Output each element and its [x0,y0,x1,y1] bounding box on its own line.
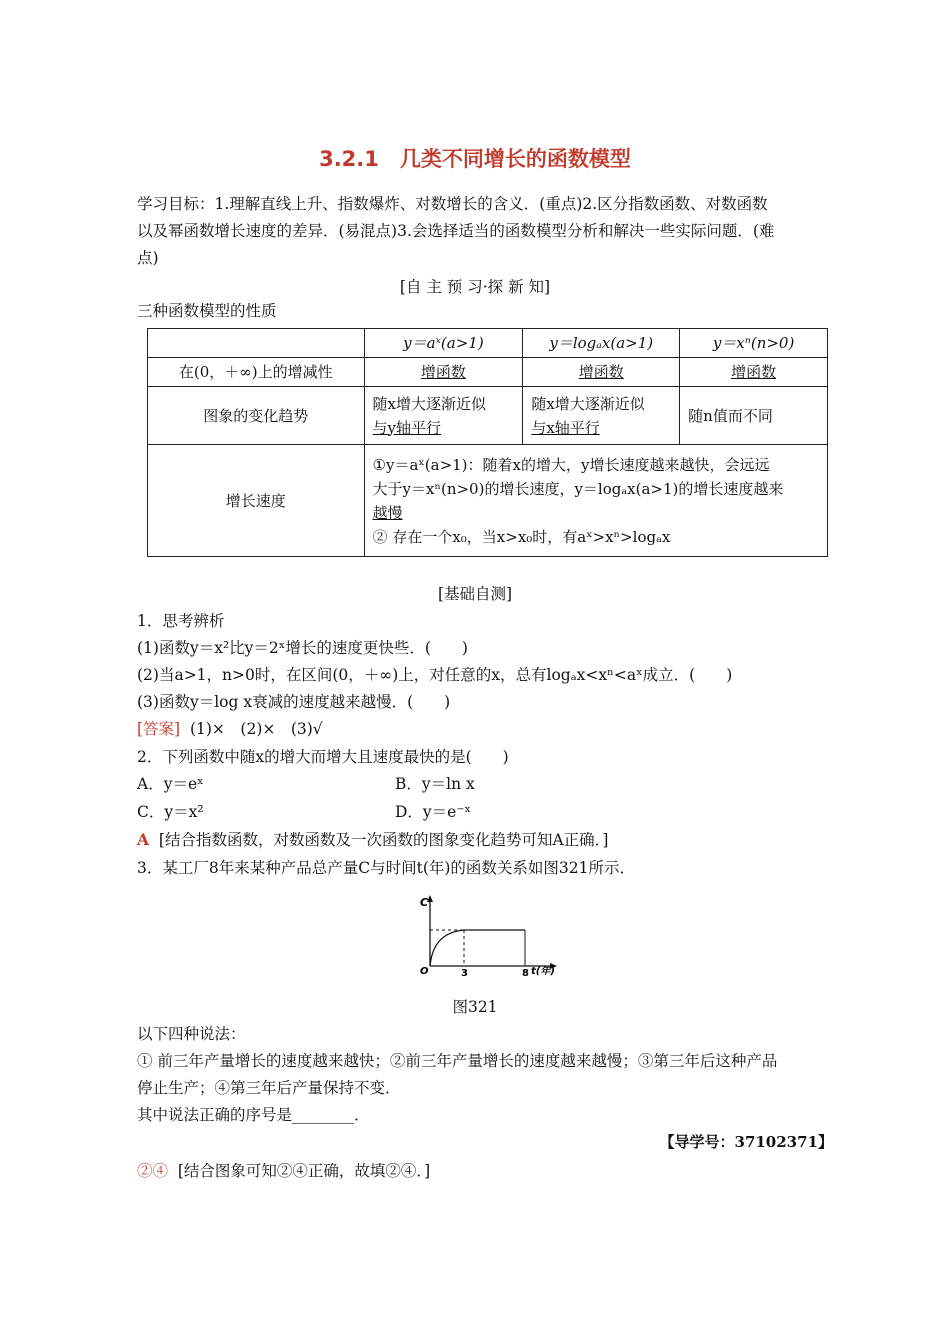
page-title: 3.2.1 几类不同增长的函数模型 [319,147,631,171]
table-header-cell: y＝aˣ(a>1) [364,329,523,358]
table-cell: 增函数 [731,363,777,381]
q3-answer-line [137,1160,430,1182]
properties-table [147,328,828,557]
q1-statement-2: (2)当a>1，n>0时，在区间(0，＋∞)上，对任意的x，总有logₐx<xⁿ<aˣ成立．( ) [137,666,733,684]
objectives-line-2: 以及幂函数增长速度的差异．(易混点)3.会选择适当的函数模型分析和解决一些实际问题．(难 [137,222,775,240]
y-axis-label: C [420,896,429,909]
q2-option-a: A．y＝eˣ [137,775,204,793]
table-cell: ② 存在一个x₀，当x>x₀时，有aˣ>xⁿ>logₐx [372,527,671,546]
tick-label-3: 3 [461,968,468,979]
table-cell: 随x增大逐渐近似 [372,394,487,413]
q3-head: 3．某工厂8年来某种产品总产量C与时间t(年)的函数关系如图321所示． [137,859,635,877]
origin-label: O [420,966,429,977]
table-caption: 三种函数模型的性质 [137,302,277,320]
q2-option-c: C．y＝x² [137,803,204,821]
q1-answer-line [137,718,323,740]
answer-tag: A [137,830,150,849]
guide-number: 【导学号：37102371】 [659,1133,833,1151]
q3-line-2: 停止生产；④第三年后产量保持不变． [137,1079,401,1097]
table-row-label: 在(0，＋∞)上的增减性 [148,358,365,387]
section-preview-heading: [自 主 预 习·探 新 知] [399,278,551,296]
table-cell: 随x增大逐渐近似 [531,394,645,413]
q2-head: 2．下列函数中随x的增大而增大且速度最快的是( ) [137,748,509,766]
q3-intro: 以下四种说法： [137,1025,246,1043]
q1-head: 1．思考辨析 [137,612,225,630]
tick-label-8: 8 [522,968,529,979]
table-header-cell: y＝logₐx(a>1) [523,329,680,358]
q2-answer-line [137,829,608,851]
table-cell: 增函数 [420,363,466,381]
answer-tag: [答案] [137,720,181,738]
growth-curve [430,930,464,966]
table-row [148,358,828,387]
table-cell: 与y轴平行 [372,418,442,437]
table-row [148,387,828,445]
production-graph [410,890,570,980]
answer-text: (1)× (2)× (3)√ [189,720,323,738]
q1-statement-3: (3)函数y＝log x衰减的速度越来越慢．( ) [137,693,451,711]
table-header-cell: y＝xⁿ(n>0) [680,329,828,358]
table-header-cell [148,329,365,358]
answer-tag: ②④ [137,1162,169,1180]
table-cell: 随n值而不同 [680,387,828,445]
q1-statement-1: (1)函数y＝x²比y＝2ˣ增长的速度更快些．( ) [137,639,468,657]
table-cell: ①y＝aˣ(a>1)：随着x的增大，y增长速度越来越快，会远远 [372,455,770,474]
answer-text: [结合指数函数，对数函数及一次函数的图象变化趋势可知A正确．] [158,831,609,849]
q2-option-d: D．y＝e⁻ˣ [395,803,472,821]
x-axis-label: t(年) [531,966,555,977]
table-header-row [148,329,828,358]
objectives-line-3: 点) [137,249,159,267]
section-test-heading: [基础自测] [437,585,513,603]
q3-line-1: ① 前三年产量增长的速度越来越快；②前三年产量增长的速度越来越慢；③第三年后这种产品 [137,1052,778,1070]
table-cell: 与x轴平行 [531,418,600,437]
answer-text: [结合图象可知②④正确，故填②④．] [177,1162,431,1180]
table-row-label: 增长速度 [148,445,365,557]
q3-line-3: 其中说法正确的序号是________． [137,1106,370,1124]
figure-caption: 图321 [452,998,498,1016]
objectives-line-1: 学习目标：1.理解直线上升、指数爆炸、对数增长的含义．(重点)2.区分指数函数、对数函数 [137,195,768,213]
table-cell: 增函数 [578,363,624,381]
table-cell: 大于y＝xⁿ(n>0)的增长速度，y＝logₐx(a>1)的增长速度越来 [372,479,784,498]
table-cell: 越慢 [372,503,403,522]
q2-option-b: B．y＝ln x [395,775,475,793]
table-row [148,445,828,557]
table-row-label: 图象的变化趋势 [148,387,365,445]
